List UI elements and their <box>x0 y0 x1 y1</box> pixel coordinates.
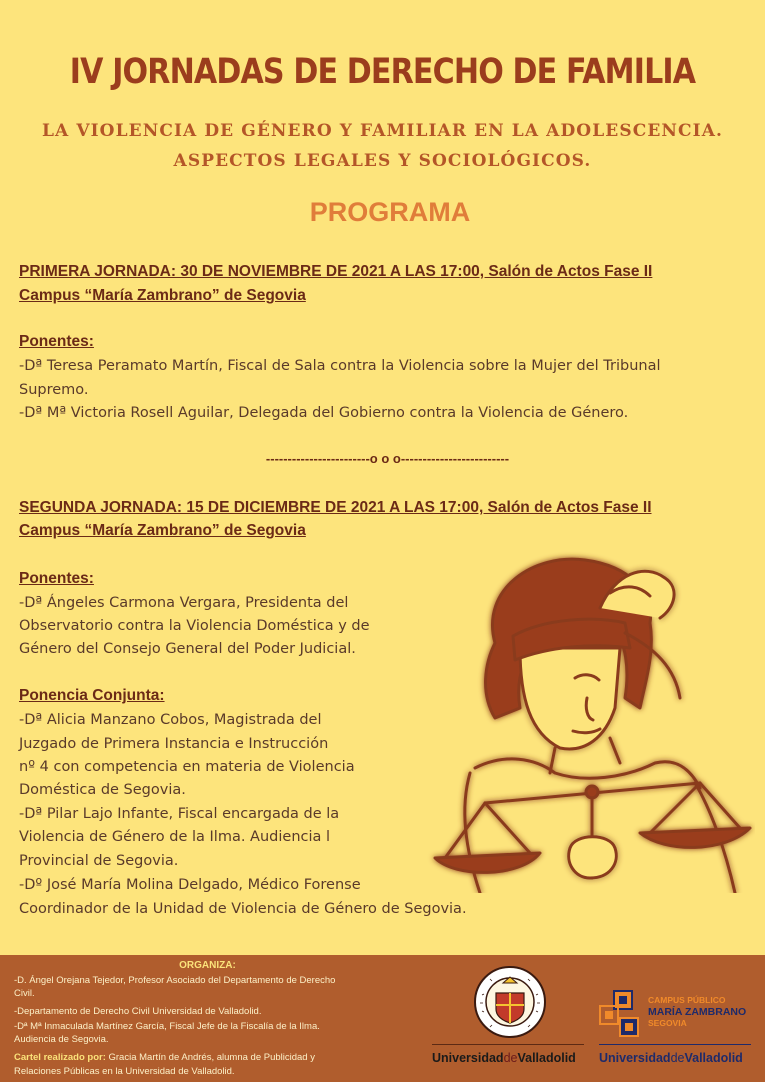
subtitle-line-1: LA VIOLENCIA DE GÉNERO Y FAMILIAR EN LA ADOLESCENCIA. <box>41 121 724 141</box>
program-heading: PROGRAMA <box>309 197 471 227</box>
session1-line: -Dª Teresa Peramato Martín, Fiscal de Sala contra la Violencia sobre la Mujer del Tribunal <box>19 358 661 374</box>
poster-title: IV JORNADAS DE DERECHO DE FAMILIA <box>69 52 696 92</box>
credit-label: Cartel realizado por: <box>14 1052 106 1063</box>
uva-wordmark <box>432 1051 576 1065</box>
joint-label: Ponencia Conjunta: <box>19 687 165 704</box>
org-line: -D. Ángel Orejana Tejedor, Profesor Asociado del Departamento de Derecho <box>14 975 336 986</box>
session2-heading-line2: Campus “María Zambrano” de Segovia <box>19 522 306 539</box>
credit-text: Gracia Martín de Andrés, alumna de Publicidad y <box>105 1052 315 1063</box>
joint-line: Doméstica de Segovia. <box>19 782 186 798</box>
campus-logo-icon <box>598 990 644 1040</box>
joint-line: Coordinador de la Unidad de Violencia de Género de Segovia. <box>19 901 467 917</box>
session1-heading-line2: Campus “María Zambrano” de Segovia <box>19 287 306 304</box>
session2-speaker-line: Observatorio contra la Violencia Doméstica y de <box>19 618 370 634</box>
credit-line <box>14 1051 315 1065</box>
campus-line-2: MARÍA ZAMBRANO <box>648 1006 747 1018</box>
campus-uva-name-part: de <box>670 1051 685 1065</box>
session2-speaker-line: -Dª Ángeles Carmona Vergara, Presidenta del <box>19 595 349 611</box>
campus-uva-name-part: Universidad <box>599 1051 671 1065</box>
org-line: -Dª Mª Inmaculada Martínez García, Fiscal Jefe de la Fiscalía de la Ilma. <box>14 1021 320 1032</box>
org-line: -Departamento de Derecho Civil Universidad de Valladolid. <box>14 1006 262 1017</box>
joint-line: Provincial de Segovia. <box>19 853 179 869</box>
session1-line: Supremo. <box>19 382 89 398</box>
credit-line-2: Relaciones Públicas en la Universidad de Valladolid. <box>14 1066 235 1077</box>
organiza-label: ORGANIZA: <box>179 960 236 971</box>
joint-line: -Dº José María Molina Delgado, Médico Forense <box>19 877 361 893</box>
campus-line-1: CAMPUS PÚBLICO <box>648 995 726 1005</box>
session2-speakers-label: Ponentes: <box>19 570 94 587</box>
joint-line: -Dª Alicia Manzano Cobos, Magistrada del <box>19 712 322 728</box>
university-seal-icon <box>470 965 550 1040</box>
joint-line: -Dª Pilar Lajo Infante, Fiscal encargada de la <box>19 806 340 822</box>
footer <box>0 955 765 1082</box>
uva-name-part: Valladolid <box>517 1051 576 1065</box>
org-line: Civil. <box>14 988 35 999</box>
campus-uva-wordmark <box>599 1051 743 1065</box>
joint-line: Juzgado de Primera Instancia e Instrucción <box>19 736 329 752</box>
campus-uva-name-part: Valladolid <box>684 1051 743 1065</box>
subtitle-line-2: ASPECTOS LEGALES Y SOCIOLÓGICOS. <box>173 151 592 171</box>
joint-line: nº 4 con competencia en materia de Violencia <box>19 759 355 775</box>
session1-line: -Dª Mª Victoria Rosell Aguilar, Delegada del Gobierno contra la Violencia de Género. <box>19 405 629 421</box>
campus-line-3: SEGOVIA <box>648 1018 687 1028</box>
session1-heading-line1: PRIMERA JORNADA: 30 DE NOVIEMBRE DE 2021 A LAS 17:00, Salón de Actos Fase II <box>19 263 653 280</box>
separator: ------------------------o o o------------------------- <box>265 451 510 466</box>
session1-speakers-label: Ponentes: <box>19 333 94 350</box>
org-line: Audiencia de Segovia. <box>14 1034 109 1045</box>
campus-divider <box>599 1044 751 1045</box>
uva-divider <box>432 1044 584 1045</box>
joint-line: Violencia de Género de la Ilma. Audiencia l <box>19 829 331 845</box>
uva-name-part: de <box>503 1051 518 1065</box>
justice-illustration <box>425 548 755 893</box>
session2-speaker-line: Género del Consejo General del Poder Judicial. <box>19 641 356 657</box>
uva-name-part: Universidad <box>432 1051 504 1065</box>
session2-heading-line1: SEGUNDA JORNADA: 15 DE DICIEMBRE DE 2021 A LAS 17:00, Salón de Actos Fase II <box>19 499 652 516</box>
